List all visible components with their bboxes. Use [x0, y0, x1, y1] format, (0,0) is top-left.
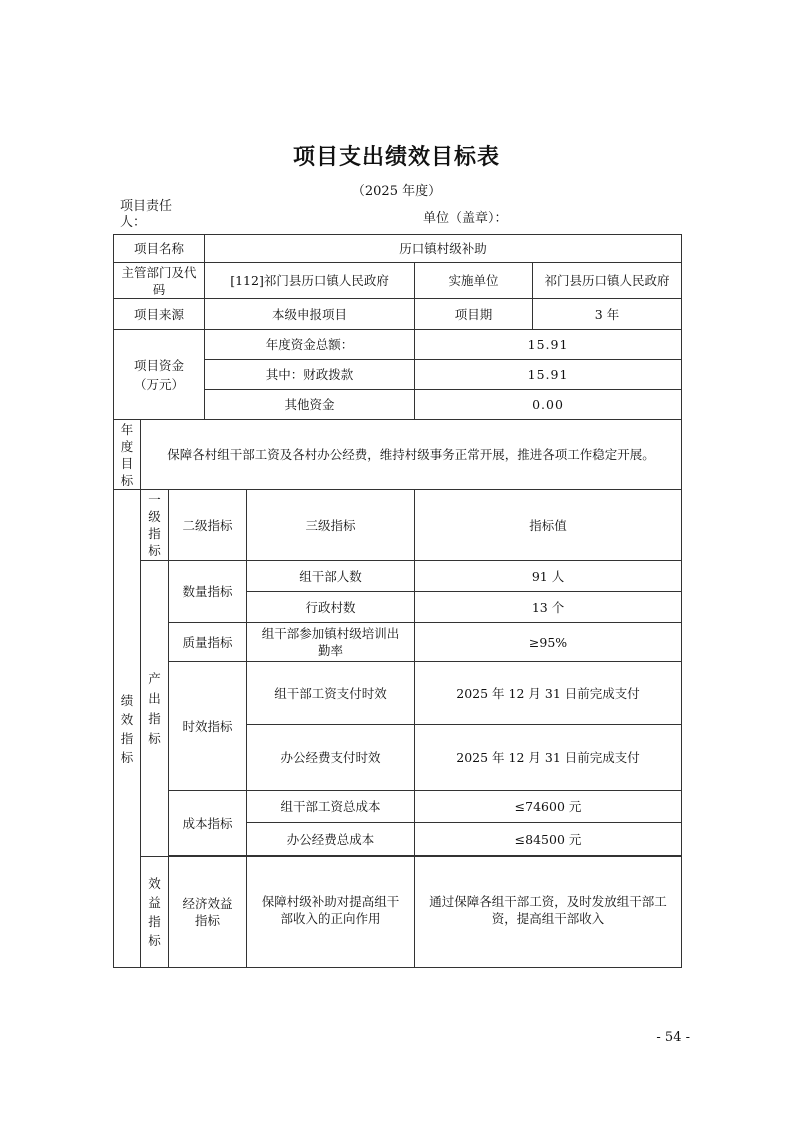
project-period-label: 项目期 [415, 299, 533, 330]
project-funds-label [114, 330, 205, 420]
output-indicators-label-text: 产出指标 [148, 670, 161, 746]
fiscal-allocation-label: 其中：财政拨款 [205, 360, 415, 390]
table-row [114, 662, 682, 725]
table-row [114, 791, 682, 823]
indicator-value: 通过保障各组干部工资，及时发放组干部工资，提高组干部收入 [415, 857, 682, 968]
table-row [114, 420, 682, 490]
indicator-value: ≤84500 元 [415, 823, 682, 856]
fiscal-year: （2025 年度） [351, 184, 442, 199]
indicator-value: 91 人 [415, 561, 682, 592]
benefit-indicators-label-text: 效益指标 [148, 876, 161, 948]
cost-indicator-label: 成本指标 [169, 791, 247, 856]
fiscal-allocation-value: 15.91 [415, 360, 682, 390]
department-label: 主管部门及代码 [114, 263, 205, 299]
indicator-value: 13 个 [415, 592, 682, 623]
indicator-value-header: 指标值 [415, 490, 682, 561]
level1-header-text: 一级指标 [148, 492, 161, 558]
performance-indicators-label-text: 绩效指标 [120, 692, 134, 765]
benefit-indicators-label [141, 857, 169, 968]
other-funds-value: 0.00 [415, 390, 682, 420]
indicator-name: 保障村级补助对提高组干部收入的正向作用 [247, 857, 415, 968]
performance-goal-table [113, 234, 682, 968]
indicator-name: 行政村数 [247, 592, 415, 623]
indicator-name: 组干部工资支付时效 [247, 662, 415, 725]
table-row [114, 623, 682, 662]
level2-header: 二级指标 [169, 490, 247, 561]
economic-benefit-label-text: 经济效益指标 [182, 896, 233, 928]
indicator-name: 组干部参加镇村级培训出勤率 [247, 623, 415, 662]
indicator-value: ≥95% [415, 623, 682, 662]
responsible-person-label: 项目责任人： [120, 199, 173, 230]
annual-goal-label-text: 年度目标 [120, 421, 134, 488]
economic-benefit-label [169, 857, 247, 968]
project-name-value: 历口镇村级补助 [205, 235, 682, 263]
indicator-name: 组干部工资总成本 [247, 791, 415, 823]
indicator-value: ≤74600 元 [415, 791, 682, 823]
table-row [114, 490, 682, 561]
indicator-name: 办公经费支付时效 [247, 725, 415, 791]
level1-header [141, 490, 169, 561]
project-source-label: 项目来源 [114, 299, 205, 330]
annual-total-value: 15.91 [415, 330, 682, 360]
level3-header: 三级指标 [247, 490, 415, 561]
timeliness-indicator-label: 时效指标 [169, 662, 247, 791]
other-funds-label: 其他资金 [205, 390, 415, 420]
table-row [114, 263, 682, 299]
annual-goal-text: 保障各村组干部工资及各村办公经费，维持村级事务正常开展，推进各项工作稳定开展。 [141, 420, 682, 490]
quantity-indicator-label: 数量指标 [169, 561, 247, 623]
implementing-unit-label: 实施单位 [415, 263, 533, 299]
project-name-label: 项目名称 [114, 235, 205, 263]
table-row [114, 857, 682, 968]
quality-indicator-label: 质量指标 [169, 623, 247, 662]
indicator-value: 2025 年 12 月 31 日前完成支付 [415, 662, 682, 725]
project-funds-label-text: 项目资金（万元） [133, 357, 184, 392]
performance-indicators-label [114, 490, 141, 968]
unit-seal-label: 单位（盖章）： [423, 211, 508, 226]
indicator-name: 办公经费总成本 [247, 823, 415, 856]
annual-total-label: 年度资金总额： [205, 330, 415, 360]
department-value: [112]祁门县历口镇人民政府 [205, 263, 415, 299]
project-source-value: 本级申报项目 [205, 299, 415, 330]
document-title: 项目支出绩效目标表 [292, 144, 500, 170]
table-row [114, 235, 682, 263]
table-row [114, 330, 682, 360]
page-number: - 54 - [656, 1030, 690, 1045]
indicator-name: 组干部人数 [247, 561, 415, 592]
table-row [114, 299, 682, 330]
output-indicators-label [141, 561, 169, 857]
table-row [114, 561, 682, 592]
indicator-value: 2025 年 12 月 31 日前完成支付 [415, 725, 682, 791]
annual-goal-label [114, 420, 141, 490]
implementing-unit-value: 祁门县历口镇人民政府 [533, 263, 682, 299]
project-period-value: 3 年 [533, 299, 682, 330]
